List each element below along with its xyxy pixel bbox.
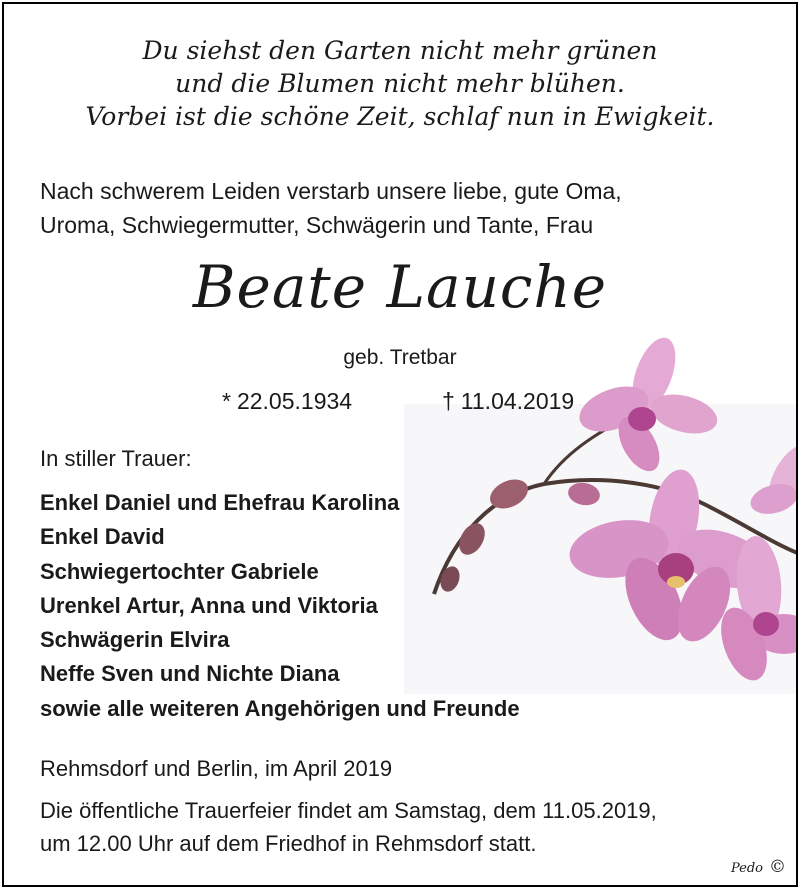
death-date: 11.04.2019 [460, 388, 575, 414]
intro-line: Nach schwerem Leiden verstarb unsere liebe, gute Oma, [40, 178, 622, 204]
poem-line: und die Blumen nicht mehr blühen. [175, 69, 625, 98]
list-item: Urenkel Artur, Anna und Viktoria [40, 592, 378, 618]
poem-line: Du siehst den Garten nicht mehr grünen [142, 36, 658, 65]
copyright-icon: © [769, 857, 786, 877]
mourners-list [40, 486, 520, 726]
list-item: Enkel Daniel und Ehefrau Karolina [40, 490, 400, 515]
deceased-name: Beate Lauche [192, 253, 608, 321]
birth-date: 22.05.1934 [236, 388, 353, 414]
intro-text [40, 174, 760, 242]
birth-star-icon: * [222, 388, 231, 414]
signature: Pedo [730, 861, 763, 876]
credit [731, 857, 786, 879]
list-item: Neffe Sven und Nichte Diana [40, 661, 340, 687]
death-date-group [442, 386, 574, 416]
list-item: Enkel David [40, 524, 165, 550]
birth-date-group [222, 386, 352, 416]
ceremony-line: Die öffentliche Trauerfeier findet am Samstag, dem 11.05.2019, [40, 798, 657, 823]
death-cross-icon: † [442, 388, 455, 414]
ceremony-line: um 12.00 Uhr auf dem Friedhof in Rehmsdorf statt. [40, 831, 537, 856]
list-item: Schwägerin Elvira [40, 627, 230, 653]
intro-line: Uroma, Schwiegermutter, Schwägerin und Tante, Frau [40, 212, 594, 238]
poem-line: Vorbei ist die schöne Zeit, schlaf nun in Ewigkeit. [85, 102, 715, 131]
obituary-notice [2, 2, 798, 887]
list-item: Schwiegertochter Gabriele [40, 558, 319, 584]
ceremony-info [40, 794, 780, 860]
list-item: sowie alle weiteren Angehörigen und Freunde [40, 695, 520, 721]
poem [4, 34, 796, 133]
place-and-date: Rehmsdorf und Berlin, im April 2019 [40, 756, 393, 781]
maiden-name: geb. Tretbar [343, 346, 457, 369]
mourning-label: In stiller Trauer: [40, 446, 192, 471]
